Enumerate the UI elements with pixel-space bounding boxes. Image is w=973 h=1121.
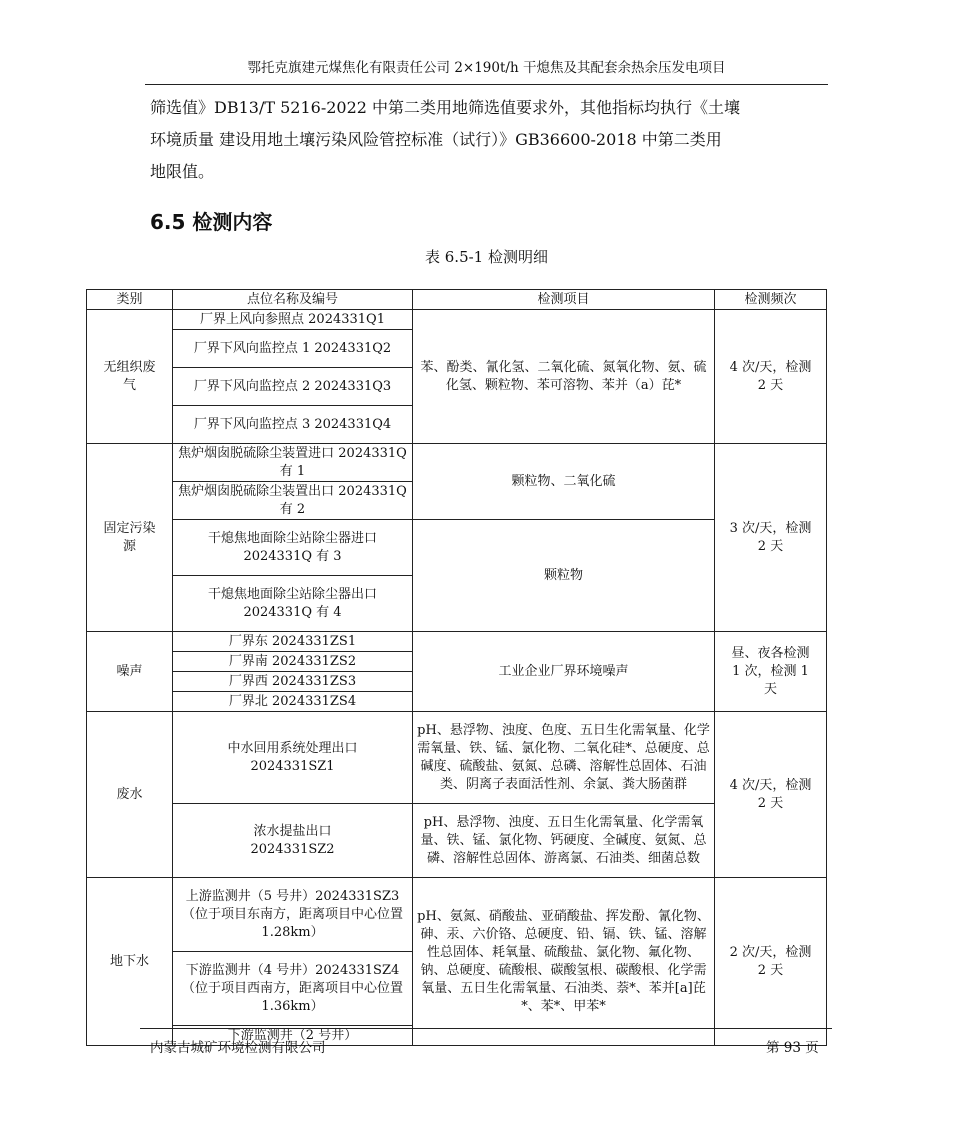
table-row [87, 632, 827, 652]
table-row [87, 712, 827, 804]
frequency-cell: 昼、夜各检测 1 次，检测 1 天 [715, 632, 827, 712]
items-cell: pH、氨氮、硝酸盐、亚硝酸盐、挥发酚、氰化物、砷、汞、六价铬、总硬度、铅、镉、铁、锰、溶解性总固体、耗氧量、硫酸盐、氯化物、氟化物、钠、总硬度、硫酸根、碳酸氢根、碳酸根、化学需氧量、五日生化需氧量、石油类、萘*、苯并[a]芘*、苯*、甲苯* [413, 878, 715, 1046]
paragraph-line: 地限值。 [150, 162, 215, 181]
frequency-cell: 3 次/天，检测 2 天 [715, 444, 827, 632]
point-cell: 中水回用系统处理出口 2024331SZ1 [173, 712, 413, 804]
point-cell: 浓水提盐出口 2024331SZ2 [173, 804, 413, 878]
point-cell: 厂界上风向参照点 2024331Q1 [173, 310, 413, 330]
frequency-cell: 4 次/天，检测 2 天 [715, 310, 827, 444]
frequency-cell: 2 次/天，检测 2 天 [715, 878, 827, 1046]
table-row [87, 310, 827, 330]
page-header: 鄂托克旗建元煤焦化有限责任公司 2×190t/h 干熄焦及其配套余热余压发电项目 [247, 60, 726, 76]
table-row [87, 444, 827, 482]
table-header-row [87, 290, 827, 310]
frequency-cell: 4 次/天，检测 2 天 [715, 712, 827, 878]
detection-table [86, 289, 827, 1046]
point-cell: 干熄焦地面除尘站除尘器出口 2024331Q 有 4 [173, 576, 413, 632]
table-row [87, 878, 827, 952]
point-cell: 厂界下风向监控点 2 2024331Q3 [173, 368, 413, 406]
header-frequency: 检测频次 [715, 290, 827, 310]
footer-company: 内蒙古城矿环境检测有限公司 [150, 1040, 326, 1056]
category-cell: 噪声 [87, 632, 173, 712]
body-paragraph [150, 92, 830, 188]
point-cell: 厂界东 2024331ZS1 [173, 632, 413, 652]
paragraph-line: 环境质量 建设用地土壤污染风险管控标准（试行）》GB36600-2018 中第二类用 [150, 130, 722, 149]
header-rule [145, 84, 828, 85]
point-cell: 厂界南 2024331ZS2 [173, 652, 413, 672]
items-cell: 工业企业厂界环境噪声 [413, 632, 715, 712]
footer-rule [140, 1028, 832, 1029]
point-cell: 厂界下风向监控点 1 2024331Q2 [173, 330, 413, 368]
section-title: 6.5 检测内容 [150, 210, 273, 234]
point-cell: 干熄焦地面除尘站除尘器进口 2024331Q 有 3 [173, 520, 413, 576]
category-cell: 地下水 [87, 878, 173, 1046]
point-cell: 厂界西 2024331ZS3 [173, 672, 413, 692]
items-cell: pH、悬浮物、浊度、五日生化需氧量、化学需氧量、铁、锰、氯化物、钙硬度、全碱度、氨氮、总磷、溶解性总固体、游离氯、石油类、细菌总数 [413, 804, 715, 878]
items-cell: 苯、酚类、氰化氢、二氧化硫、氮氧化物、氨、硫化氢、颗粒物、苯可溶物、苯并（a）芘* [413, 310, 715, 444]
page-number: 第 93 页 [766, 1040, 819, 1056]
point-cell: 下游监测井（4 号井）2024331SZ4（位于项目西南方，距离项目中心位置 1.36km） [173, 952, 413, 1026]
paragraph-line: 筛选值》DB13/T 5216-2022 中第二类用地筛选值要求外，其他指标均执行《土壤 [150, 98, 741, 117]
point-cell: 焦炉烟囱脱硫除尘装置进口 2024331Q 有 1 [173, 444, 413, 482]
header-point: 点位名称及编号 [173, 290, 413, 310]
point-cell: 厂界下风向监控点 3 2024331Q4 [173, 406, 413, 444]
point-cell: 下游监测井（2 号井） [173, 1026, 413, 1046]
table-caption: 表 6.5-1 检测明细 [424, 248, 548, 266]
items-cell: 颗粒物、二氧化硫 [413, 444, 715, 520]
point-cell: 上游监测井（5 号井）2024331SZ3（位于项目东南方，距离项目中心位置 1.28km） [173, 878, 413, 952]
items-cell: pH、悬浮物、浊度、色度、五日生化需氧量、化学需氧量、铁、锰、氯化物、二氧化硅*、总硬度、总碱度、硫酸盐、氨氮、总磷、溶解性总固体、石油类、阴离子表面活性剂、余氯、粪大肠菌群 [413, 712, 715, 804]
point-cell: 厂界北 2024331ZS4 [173, 692, 413, 712]
category-cell: 固定污染源 [87, 444, 173, 632]
header-category: 类别 [87, 290, 173, 310]
point-cell: 焦炉烟囱脱硫除尘装置出口 2024331Q 有 2 [173, 482, 413, 520]
category-cell: 无组织废气 [87, 310, 173, 444]
header-items: 检测项目 [413, 290, 715, 310]
category-cell: 废水 [87, 712, 173, 878]
items-cell: 颗粒物 [413, 520, 715, 632]
